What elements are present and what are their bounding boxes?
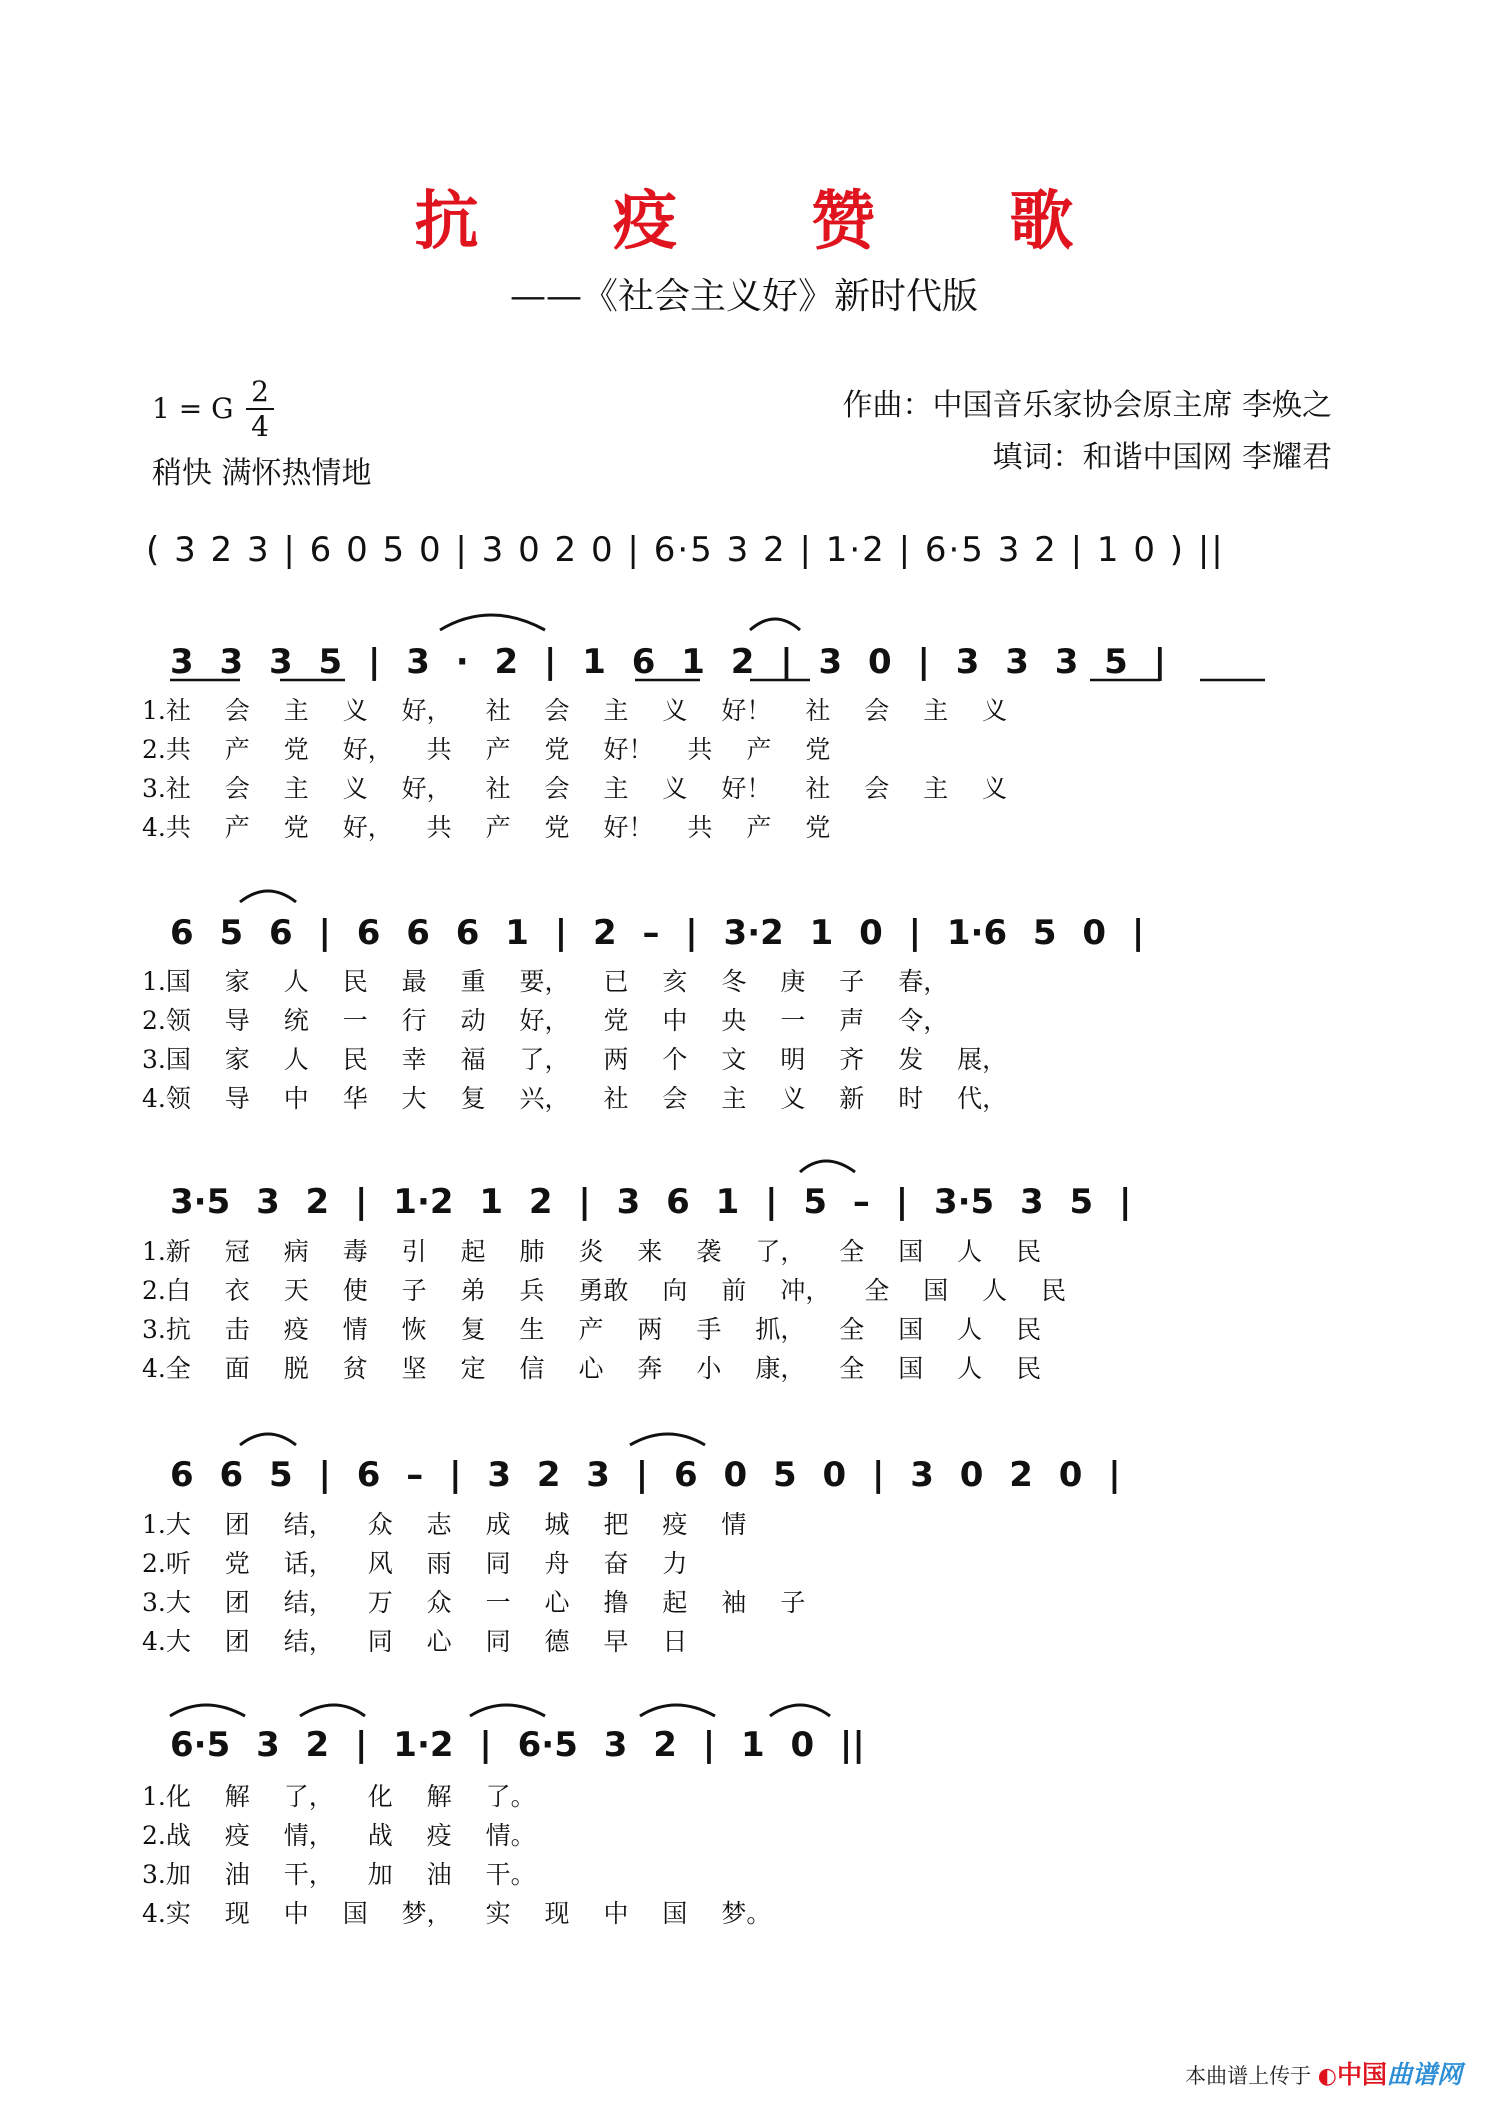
score-line-3-verse-3: 3.抗 击 疫 情 恢 复 生 产 两 手 抓， 全 国 人 民 — [142, 1315, 1042, 1344]
time-signature-numerator: 2 — [251, 375, 269, 408]
source-watermark — [1185, 2055, 1462, 2091]
score-line-5-verse-1: 1.化 解 了， 化 解 了。 — [142, 1782, 536, 1811]
composer-credit: 作曲：中国音乐家协会原主席 李焕之 — [842, 388, 1332, 423]
page-subtitle: ——《社会主义好》新时代版 — [509, 276, 978, 317]
site-logo-icon: ◐ — [1317, 2064, 1337, 2089]
score-line-1-notes: 3 3 3 5 | 3 · 2 | 1 6 1 2 | 3 0 | 3 3 3 5 | — [170, 642, 1167, 682]
score-line-5-verse-2: 2.战 疫 情， 战 疫 情。 — [142, 1821, 536, 1850]
score-line-2-verse-4: 4.领 导 中 华 大 复 兴， 社 会 主 义 新 时 代， — [142, 1084, 1008, 1113]
score-line-4-verse-3: 3.大 团 结， 万 众 一 心 撸 起 袖 子 — [142, 1588, 806, 1617]
score-line-1-verse-4: 4.共 产 党 好， 共 产 党 好！ 共 产 党 — [142, 813, 831, 842]
score-line-4-verse-2: 2.听 党 话， 风 雨 同 舟 奋 力 — [142, 1549, 688, 1578]
score-line-4-notes: 6 6 5 | 6 – | 3 2 3 | 6 0 5 0 | 3 0 2 0 | — [170, 1455, 1121, 1495]
site-logo-brand: 曲谱网 — [1386, 2060, 1462, 2089]
score-line-3-verse-1: 1.新 冠 病 毒 引 起 肺 炎 来 袭 了， 全 国 人 民 — [142, 1237, 1042, 1266]
page-title: 抗 疫 赞 歌 — [414, 184, 1130, 259]
score-line-3-verse-2: 2.白 衣 天 使 子 弟 兵 勇敢 向 前 冲， 全 国 人 民 — [142, 1276, 1067, 1305]
score-line-5-verse-4: 4.实 现 中 国 梦， 实 现 中 国 梦。 — [142, 1899, 772, 1928]
score-line-3-verse-4: 4.全 面 脱 贫 坚 定 信 心 奔 小 康， 全 国 人 民 — [142, 1354, 1042, 1383]
score-line-2-notes: 6 5 6 | 6 6 6 1 | 2 – | 3·2 1 0 | 1·6 5 0 | — [170, 913, 1145, 953]
score-line-2-verse-2: 2.领 导 统 一 行 动 好， 党 中 央 一 声 令， — [142, 1006, 949, 1035]
score-line-2-verse-3: 3.国 家 人 民 幸 福 了， 两 个 文 明 齐 发 展， — [142, 1045, 1008, 1074]
watermark-text: 本曲谱上传于 — [1185, 2064, 1312, 2088]
score-line-5-verse-3: 3.加 油 干， 加 油 干。 — [142, 1860, 536, 1889]
score-line-4-verse-1: 1.大 团 结， 众 志 成 城 把 疫 情 — [142, 1510, 747, 1539]
key-signature: 1 = G — [152, 392, 234, 425]
site-logo-cn: 中国 — [1336, 2060, 1387, 2089]
score-line-3-notes: 3·5 3 2 | 1·2 1 2 | 3 6 1 | 5 – | 3·5 3 5 | — [170, 1182, 1132, 1222]
tempo-marking: 稍快 满怀热情地 — [152, 456, 372, 491]
intro-line: ( 3 2 3 | 6 0 5 0 | 3 0 2 0 | 6·5 3 2 | 1·2 | 6·5 3 2 | 1 0 ) || — [146, 530, 1225, 570]
time-signature-denominator: 4 — [246, 408, 274, 443]
score-line-5-notes: 6·5 3 2 | 1·2 | 6·5 3 2 | 1 0 || — [170, 1725, 865, 1765]
score-line-1-verse-2: 2.共 产 党 好， 共 产 党 好！ 共 产 党 — [142, 735, 831, 764]
score-line-1-verse-3: 3.社 会 主 义 好， 社 会 主 义 好！ 社 会 主 义 — [142, 774, 1008, 803]
score-line-2-verse-1: 1.国 家 人 民 最 重 要， 已 亥 冬 庚 子 春， — [142, 967, 949, 996]
lyricist-credit: 填词：和谐中国网 李耀君 — [992, 440, 1332, 475]
score-line-4-verse-4: 4.大 团 结， 同 心 同 德 早 日 — [142, 1627, 688, 1656]
time-signature — [246, 375, 274, 443]
score-line-1-verse-1: 1.社 会 主 义 好， 社 会 主 义 好！ 社 会 主 义 — [142, 696, 1008, 725]
